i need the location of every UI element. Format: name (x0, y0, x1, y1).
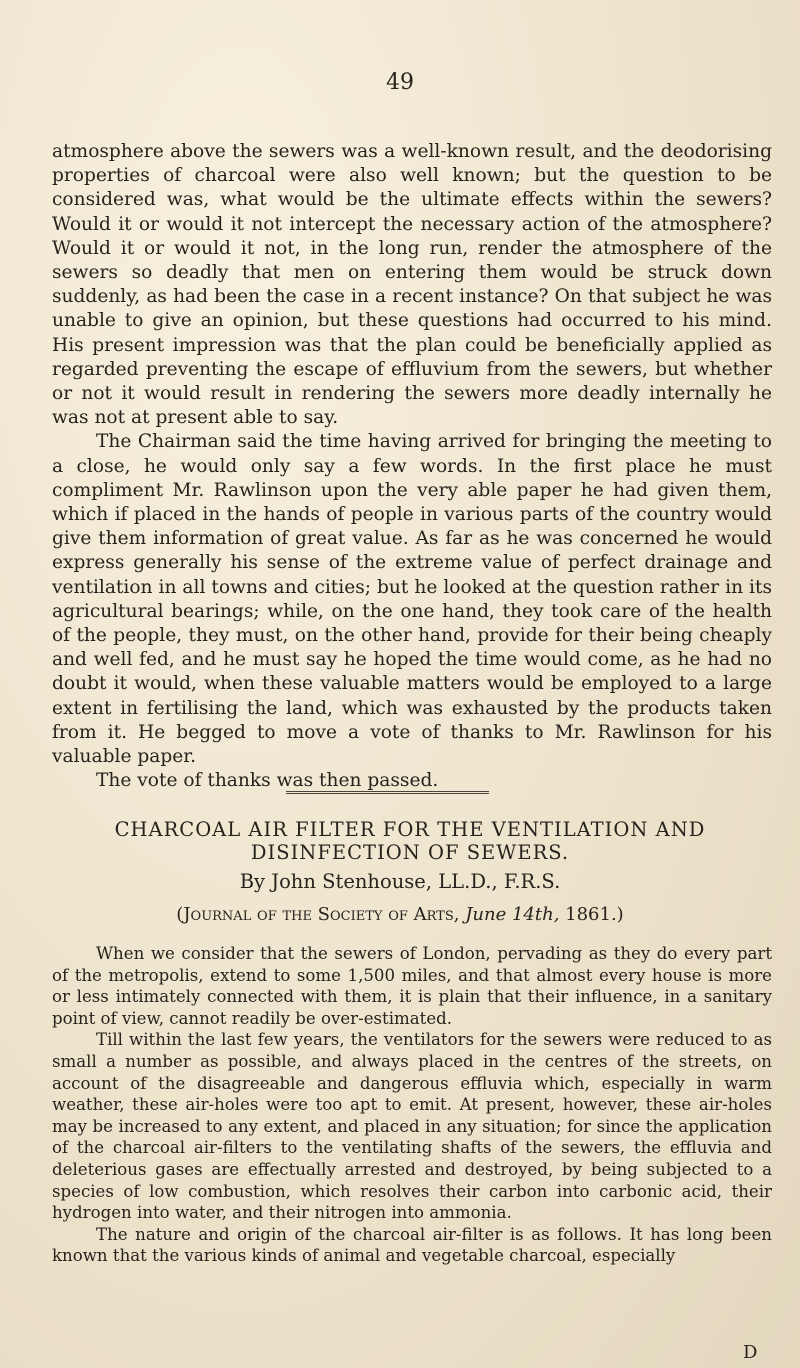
article-body (52, 943, 772, 1267)
discussion-section (52, 140, 772, 793)
paragraph-chairman: The Chairman said the time having arrived for bringing the meeting to a close, he would only say a few words. In the first place he must compliment Mr. Rawlinson upon the very able paper he had given them, which if placed in the hands of people in various parts of the country would give them information of great value. As far as he was concerned he would express generally his sense of the extreme value of perfect drainage and ventilation in all towns and cities; but he looked at the question rather in its agricultural bearings; while, on the one hand, they took care of the health of the people, they must, on the other hand, provide for their being cheaply and well fed, and he must say he hoped the time would come, as he had no doubt it would, when these valuable matters would be employed to a large extent in fertilising the land, which was exhausted by the products taken from it. He begged to move a vote of thanks to Mr. Rawlinson for his valuable paper. (52, 431, 772, 768)
article-paragraph: The nature and origin of the charcoal air-filter is as follows. It has long been known that the various kinds of animal and vegetable charcoal, especially (52, 1224, 772, 1266)
article-source (0, 904, 800, 925)
signature-mark: D (743, 1342, 758, 1363)
article-paragraph: Till within the last few years, the ventilators for the sewers were reduced to as small a number as possible, and always placed in the centres of the streets, on account of the disagreeable and dangerous effluvia which, especially in warm weather, these air-holes were too apt to emit. At present, however, these air-holes may be increased to any extent, and placed in any situation; for since the application of the charcoal air-filters to the ventilating shafts of the sewers, the effluvia and deleterious gases are effectually arrested and destroyed, by being subjected to a species of low combustion, which resolves their carbon into carbonic acid, their hydrogen into water, and their nitrogen into ammonia. (52, 1030, 772, 1223)
page-number: 49 (386, 70, 414, 95)
article-paragraph: When we consider that the sewers of London, pervading as they do every part of the metropolis, extend to some 1,500 miles, and that almost every house is more or less intimately connected with them, it is plain that their influence, in a sanitary point of view, cannot readily be over-estimated. (52, 944, 772, 1028)
section-divider (286, 791, 489, 794)
paragraph-continued: atmosphere above the sewers was a well-known result, and the deodorising properties of charcoal were also well known; but the question to be considered was, what would be the ultimate effects within the sewers? Would it or would it not intercept the necessary action of the atmosphere? Would it or would it not, in the long run, render the atmosphere of the sewers so deadly that men on entering them would be struck down suddenly, as had been the case in a recent instance? On that subject he was unable to give an opinion, but these questions had occurred to his mind. His present impression was that the plan could be beneficially applied as regarded preventing the escape of effluvium from the sewers, but whether or not it would result in rendering the sewers more deadly internally he was not at present able to say. (52, 141, 772, 429)
article-title: CHARCOAL AIR FILTER FOR THE VENTILATION AND DISINFECTION OF SEWERS. (114, 818, 706, 864)
source-date: June 14th, (465, 904, 560, 925)
source-suffix: 1861.) (559, 904, 624, 925)
source-prefix: (Journal of the Society of Arts, (176, 904, 466, 925)
article-byline: By John Stenhouse, LL.D., F.R.S. (239, 870, 561, 893)
paragraph-vote: The vote of thanks was then passed. (96, 770, 439, 792)
